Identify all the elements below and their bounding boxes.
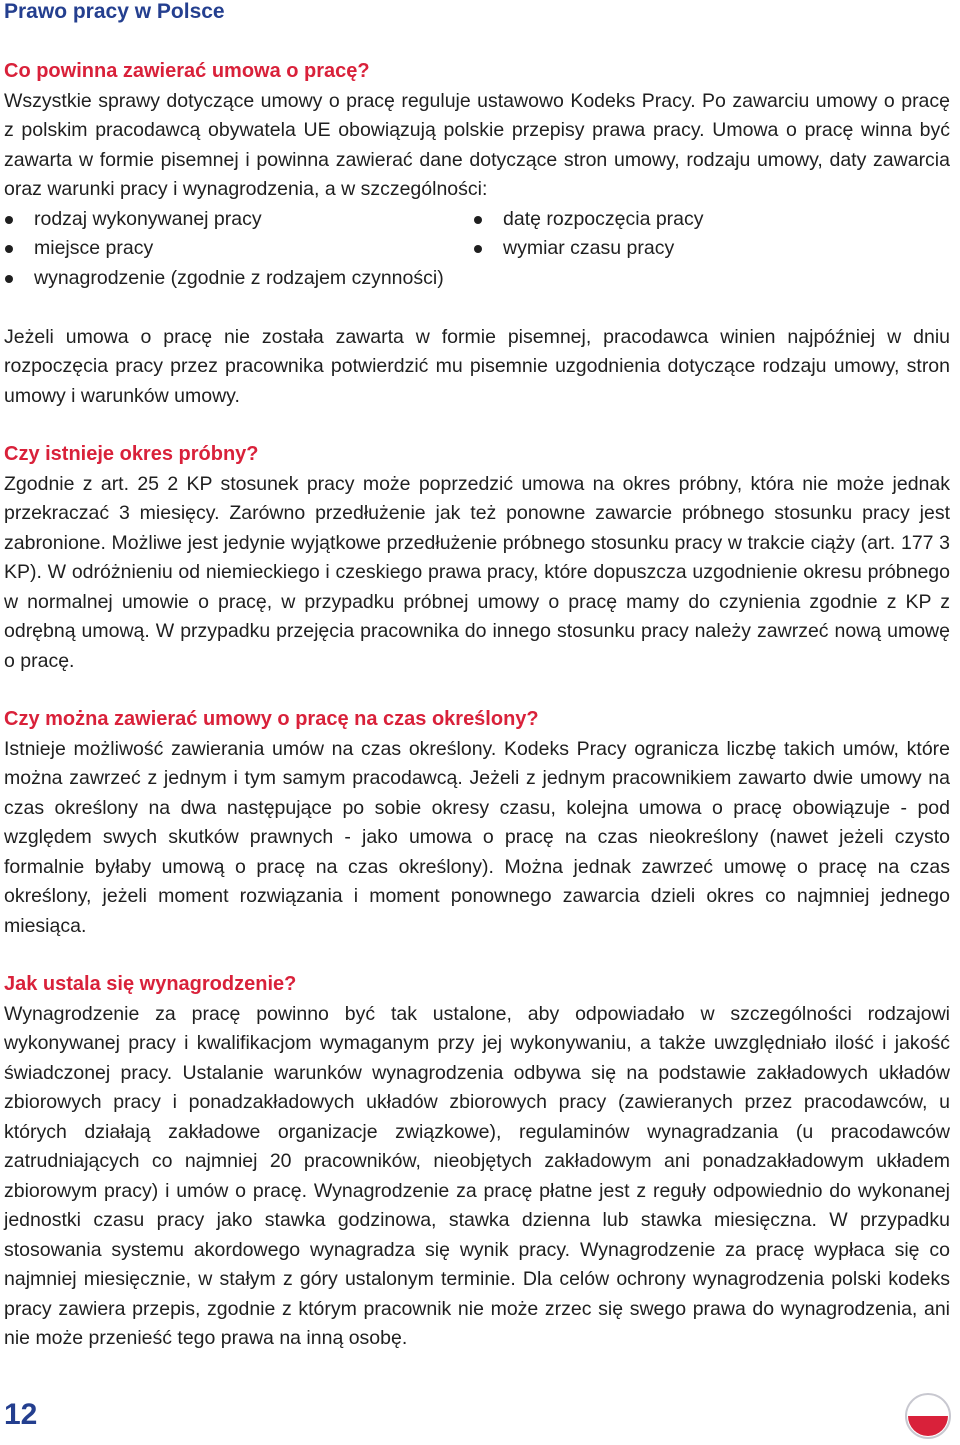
- list-item: rodzaj wykonywanej pracy: [4, 205, 473, 235]
- section-paragraph: Wynagrodzenie za pracę powinno być tak ustalone, aby odpowiadało w szczególności rodzajowi wykonywanej pracy i kwalifikacjom wymaganym przy jej wykonywaniu, a także uwzględniało ilość i jakość świadczonej pracy. Ustalanie warunków wynagrodzenia odbywa się na podstawie zakładowych układów zbiorowych pracy i ponadzakładowych układów zbiorowych pracy (zawieranych przez pracodawców, u których działają zakładowe organizacje związkowe), regulaminów wynagradzania (u pracodawców zatrudniających co najmniej 20 pracowników, nieobjętych zakładowym ani ponadzakładowym układem zbiorowym pracy) i umów o pracę. Wynagrodzenie za pracę płatne jest z reguły odpowiednio do wykonanej jednostki czasu pracy jako stawka godzinowa, stawka dzienna lub stawka miesięczna. W przypadku stosowania systemu akordowego wynagradza się wynik pracy. Wynagrodzenie za pracę wypłaca się co najmniej miesięcznie, w stałym z góry ustalonym terminie. Dla celów ochrony wynagrodzenia polski kodeks pracy zawiera przepis, zgodnie z którym pracownik nie może zrzec się swego prawa do wynagrodzenia, ani nie może przenieść tego prawa na inną osobę.: [4, 1002, 950, 1349]
- section-paragraph: Wszystkie sprawy dotyczące umowy o pracę reguluje ustawowo Kodeks Pracy. Po zawarciu umowy o pracę z polskim pracodawcą obywatela UE obowiązują polskie przepisy prawa pracy. Umowa o pracę winna być zawarta w formie pisemnej i powinna zawierać dane dotyczące stron umowy, rodzaju umowy, daty zawarcia oraz warunki pracy i wynagrodzenia, a w szczególności:: [4, 89, 950, 200]
- list-item: miejsce pracy: [4, 234, 473, 264]
- page-number: 12: [4, 1398, 38, 1431]
- page-title: Prawo pracy w Polsce: [4, 0, 225, 23]
- contract-elements-list: [4, 205, 950, 294]
- section-heading: Co powinna zawierać umowa o pracę?: [4, 60, 370, 82]
- section-heading: Czy istnieje okres próbny?: [4, 443, 259, 465]
- poland-flag-icon: [905, 1393, 951, 1439]
- section-heading: Jak ustala się wynagrodzenie?: [4, 973, 297, 995]
- section-paragraph: Jeżeli umowa o pracę nie została zawarta w formie pisemnej, pracodawca winien najpóźniej w dniu rozpoczęcia pracy przez pracownika potwierdzić mu pisemnie uzgodnienia dotyczące rodzaju umowy, stron umowy i warunków umowy.: [4, 325, 950, 407]
- list-item: wynagrodzenie (zgodnie z rodzajem czynności): [4, 264, 943, 294]
- section-heading: Czy można zawierać umowy o pracę na czas określony?: [4, 708, 539, 730]
- section-salary: [4, 970, 950, 1354]
- section-probation: [4, 440, 950, 676]
- list-item: datę rozpoczęcia pracy: [473, 205, 943, 235]
- section-contract-contents: [4, 57, 950, 411]
- list-item: wymiar czasu pracy: [473, 234, 943, 264]
- section-paragraph: Zgodnie z art. 25 2 KP stosunek pracy może poprzedzić umowa na okres próbny, która nie może jednak przekraczać 3 miesięcy. Zarówno przedłużenie jak też ponowne zawarcie próbnego stosunku pracy jest zabronione. Możliwe jest jedynie wyjątkowe przedłużenie próbnego stosunku pracy w trakcie ciąży (art. 177 3 KP). W odróżnieniu od niemieckiego i czeskiego prawa pracy, które dopuszcza uzgodnienie okresu próbnego w normalnej umowie o pracę, w przypadku próbnej umowy o pracę mamy do czynienia zgodnie z KP z odrębną umową. W przypadku przejęcia pracownika do innego stosunku pracy należy zawrzeć nową umowę o pracę.: [4, 472, 950, 672]
- section-paragraph: Istnieje możliwość zawierania umów na czas określony. Kodeks Pracy ogranicza liczbę takich umów, które można zawrzeć z jednym i tym samym pracodawcą. Jeżeli z jednym pracownikiem zawarto dwie umowy na czas określony na dwa następujące po sobie okresy czasu, kolejna umowa o pracę obowiązuje - pod względem swych skutków prawnych - jako umowa o pracę na czas nieokreślony (nawet jeżeli czysto formalnie byłaby umową o pracę na czas określony). Można jednak zawrzeć umowę o pracę na czas określony, jeżeli moment rozwiązania i moment ponownego zawarcia dzieli okres co najmniej jednego miesiąca.: [4, 737, 950, 937]
- document-body: [4, 57, 950, 1383]
- section-fixed-term: [4, 705, 950, 941]
